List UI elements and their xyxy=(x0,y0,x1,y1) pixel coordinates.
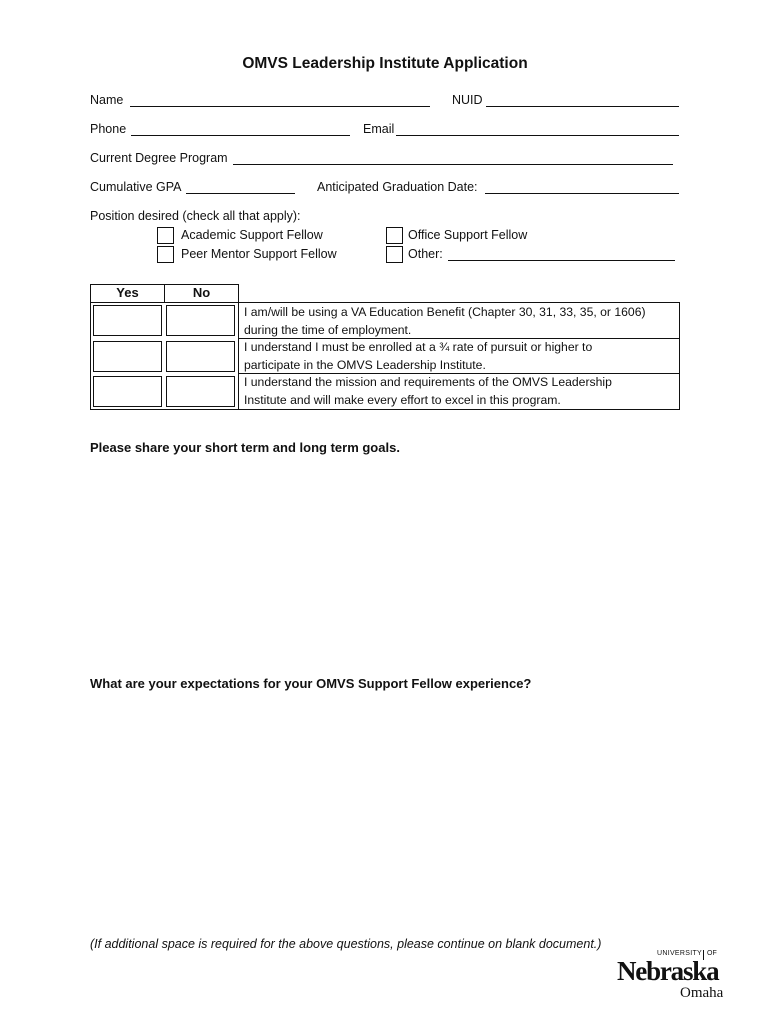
page-title: OMVS Leadership Institute Application xyxy=(242,55,528,72)
gpa-label: Cumulative GPA xyxy=(90,180,182,194)
no-box-2[interactable] xyxy=(166,341,235,372)
degree-label: Current Degree Program xyxy=(90,151,228,165)
email-label: Email xyxy=(363,122,395,136)
email-field[interactable] xyxy=(396,135,679,136)
name-label: Name xyxy=(90,93,124,107)
eligibility-table xyxy=(90,284,680,410)
other-label: Other: xyxy=(408,247,443,261)
nuid-label: NUID xyxy=(452,93,483,107)
position-prompt: Position desired (check all that apply): xyxy=(90,209,301,223)
logo-name: Nebraska xyxy=(617,956,719,986)
peer-mentor-checkbox[interactable] xyxy=(157,246,174,263)
yes-box-2[interactable] xyxy=(93,341,162,372)
phone-field[interactable] xyxy=(131,135,350,136)
statement-2 xyxy=(244,339,676,374)
statement-1-line-2: during the time of employment. xyxy=(244,322,412,337)
expectations-question: What are your expectations for your OMVS Support Fellow experience? xyxy=(90,676,532,691)
academic-support-checkbox[interactable] xyxy=(157,227,174,244)
logo-of: OF xyxy=(707,950,717,957)
other-field[interactable] xyxy=(448,260,675,261)
statement-top-line xyxy=(238,302,680,303)
peer-mentor-label: Peer Mentor Support Fellow xyxy=(181,247,337,261)
no-box-3[interactable] xyxy=(166,376,235,407)
expectations-answer-area[interactable] xyxy=(90,698,680,918)
goals-answer-area[interactable] xyxy=(90,462,680,662)
gpa-field[interactable] xyxy=(186,193,295,194)
university-logo xyxy=(617,950,727,1006)
name-field[interactable] xyxy=(130,106,430,107)
statement-2-line-1: I understand I must be enrolled at a ¾ rate of pursuit or higher to xyxy=(244,340,593,354)
no-header: No xyxy=(192,285,211,300)
nuid-field[interactable] xyxy=(486,106,679,107)
footer-note: (If additional space is required for the above questions, please continue on blank document.) xyxy=(90,937,602,951)
graduation-label: Anticipated Graduation Date: xyxy=(317,180,478,194)
yes-header: Yes xyxy=(116,285,139,300)
yes-box-3[interactable] xyxy=(93,376,162,407)
statement-3 xyxy=(244,374,676,409)
goals-question: Please share your short term and long term goals. xyxy=(90,440,400,455)
yes-box-1[interactable] xyxy=(93,305,162,336)
other-checkbox[interactable] xyxy=(386,246,403,263)
statement-3-line-2: Institute and will make every effort to excel in this program. xyxy=(244,392,561,407)
office-support-checkbox[interactable] xyxy=(386,227,403,244)
statement-1-line-1: I am/will be using a VA Education Benefit (Chapter 30, 31, 33, 35, or 1606) xyxy=(244,305,646,319)
logo-university: UNIVERSITY xyxy=(657,950,703,957)
logo-campus: Omaha xyxy=(680,985,724,1001)
statement-3-line-1: I understand the mission and requirements of the OMVS Leadership xyxy=(244,375,612,389)
statement-1 xyxy=(244,304,676,339)
statement-2-line-2: participate in the OMVS Leadership Institute. xyxy=(244,357,486,372)
academic-support-label: Academic Support Fellow xyxy=(181,228,323,242)
no-box-1[interactable] xyxy=(166,305,235,336)
degree-field[interactable] xyxy=(233,164,673,165)
office-support-label: Office Support Fellow xyxy=(408,228,528,242)
graduation-field[interactable] xyxy=(485,193,679,194)
phone-label: Phone xyxy=(90,122,127,136)
